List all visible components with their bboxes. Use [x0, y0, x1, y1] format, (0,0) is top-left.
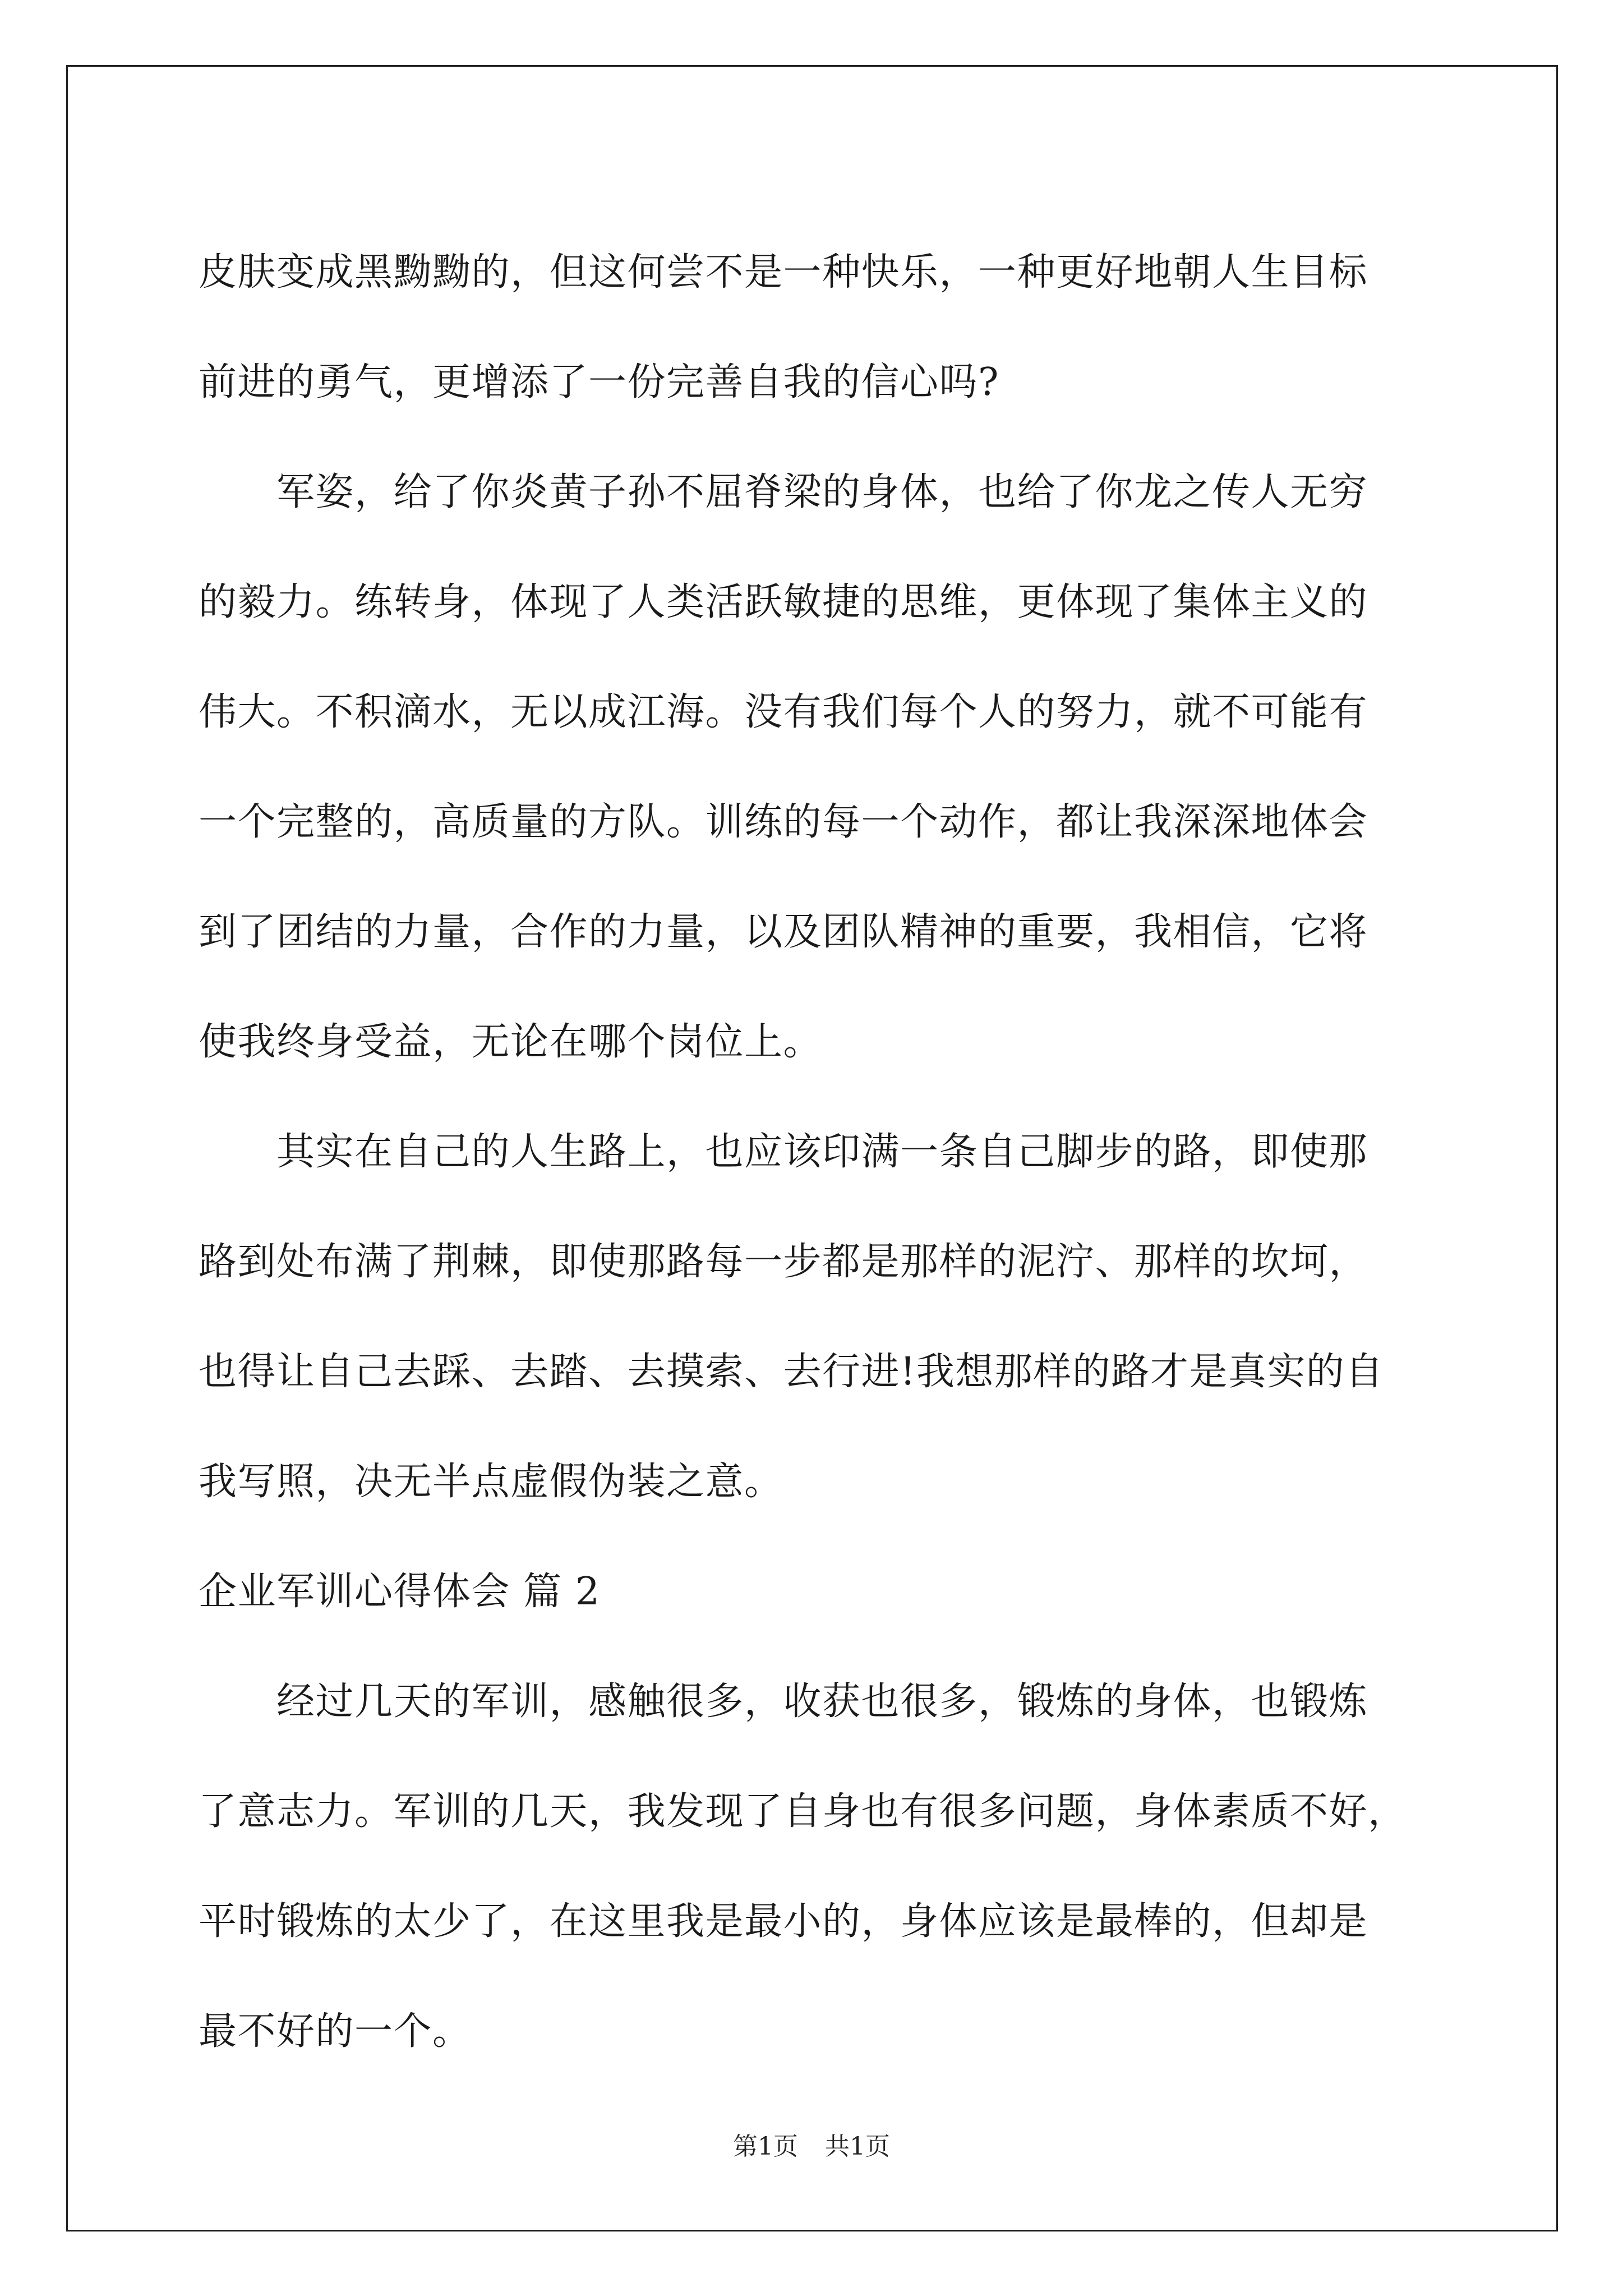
section-heading: 企业军训心得体会 篇 2 [199, 1570, 601, 1614]
text-line: 也得让自己去踩、去踏、去摸索、去行进!我想那样的路才是真实的自 [199, 1350, 1384, 1394]
page-number: 第1页 [733, 2132, 798, 2161]
text-line: 伟大。不积滴水，无以成江海。没有我们每个人的努力，就不可能有 [199, 690, 1368, 734]
text-line: 到了团结的力量，合作的力量，以及团队精神的重要，我相信，它将 [199, 910, 1368, 954]
text-line: 平时锻炼的太少了，在这里我是最小的，身体应该是最棒的，但却是 [199, 1899, 1368, 1944]
text-line: 其实在自己的人生路上，也应该印满一条自己脚步的路，即使那 [199, 1130, 1368, 1174]
text-line: 前进的勇气，更增添了一份完善自我的信心吗? [199, 360, 999, 404]
text-line: 一个完整的，高质量的方队。训练的每一个动作，都让我深深地体会 [199, 800, 1368, 844]
text-line: 皮肤变成黑黝黝的，但这何尝不是一种快乐，一种更好地朝人生目标 [199, 250, 1368, 295]
text-line: 军姿，给了你炎黄子孙不屈脊梁的身体，也给了你龙之传人无穷 [199, 470, 1368, 514]
text-line: 我写照，决无半点虚假伪装之意。 [199, 1460, 783, 1504]
text-line: 经过几天的军训，感触很多，收获也很多，锻炼的身体，也锻炼 [199, 1680, 1368, 1724]
text-line: 最不好的一个。 [199, 2009, 472, 2054]
page-total: 共1页 [825, 2132, 890, 2161]
document-body [199, 218, 1432, 2087]
text-line: 使我终身受益，无论在哪个岗位上。 [199, 1020, 823, 1064]
text-line: 路到处布满了荆棘，即使那路每一步都是那样的泥泞、那样的坎坷， [199, 1240, 1368, 1284]
text-line: 了意志力。军训的几天，我发现了自身也有很多问题，身体素质不好， [199, 1789, 1407, 1834]
text-line: 的毅力。练转身，体现了人类活跃敏捷的思维，更体现了集体主义的 [199, 580, 1368, 624]
page-footer [0, 2126, 1623, 2162]
